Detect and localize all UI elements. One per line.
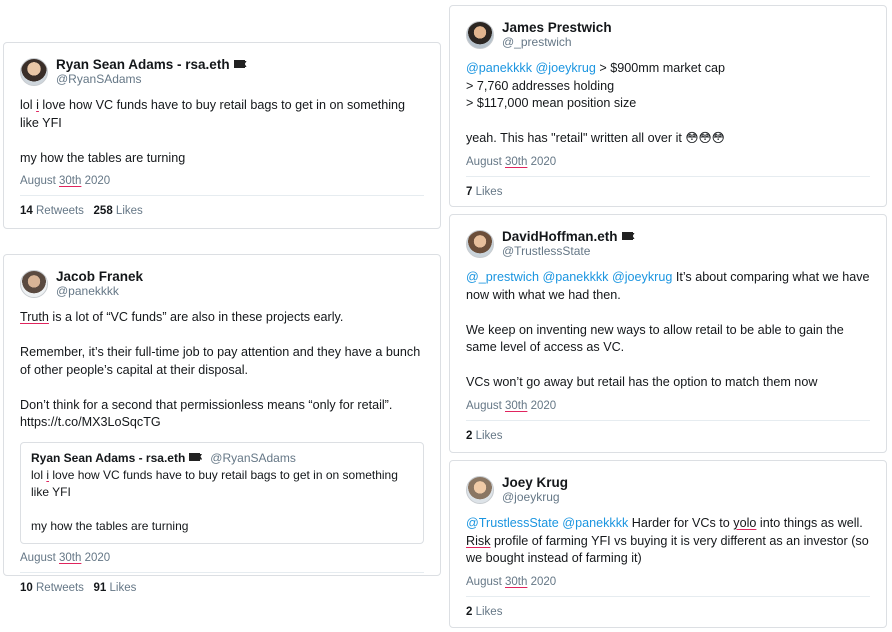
- tweet-text-part: Harder for VCs to: [628, 516, 734, 530]
- retweet-number: 10: [20, 581, 33, 594]
- date-month: August: [20, 551, 59, 564]
- like-label: Likes: [115, 205, 143, 217]
- tweet-date[interactable]: [20, 175, 424, 187]
- tweet-text-part: love how VC funds have to buy retail bags to get in on something like YFI my how the tables are turning: [20, 98, 406, 165]
- date-day: 30th: [505, 399, 528, 412]
- quoted-text-underlined: i: [46, 467, 50, 482]
- date-month: August: [466, 155, 505, 168]
- avatar[interactable]: [466, 21, 494, 49]
- tweet-text-underlined: yolo: [733, 516, 757, 530]
- tweet-text-underlined: i: [36, 98, 39, 112]
- author-block: [502, 20, 612, 50]
- mention-links[interactable]: @TrustlessState @panekkkk: [466, 516, 629, 530]
- like-number: 258: [93, 205, 113, 217]
- tweet-header: [466, 229, 870, 259]
- tweet-card: [3, 254, 441, 594]
- date-year: 2020: [527, 155, 557, 168]
- author-handle[interactable]: @panekkkk: [56, 284, 119, 298]
- like-label: Likes: [109, 581, 137, 594]
- tweet-text-part: into things as well.: [756, 516, 863, 530]
- retweet-label: Retweets: [36, 581, 84, 594]
- author-handle[interactable]: @joeykrug: [502, 490, 560, 504]
- tweet-stats: [20, 572, 424, 604]
- quoted-author-handle: @RyanSAdams: [210, 450, 296, 465]
- retweet-label: Retweets: [36, 205, 84, 217]
- author-block: [56, 57, 245, 87]
- quoted-text-part: lol: [31, 467, 47, 482]
- tweet-stats: [466, 176, 870, 208]
- author-handle[interactable]: @TrustlessState: [502, 244, 591, 258]
- date-year: 2020: [81, 175, 111, 187]
- author-name[interactable]: DavidHoffman.eth: [502, 229, 618, 244]
- tweet-date[interactable]: [20, 552, 424, 564]
- tweet-text-underlined: Risk: [466, 533, 491, 548]
- like-count[interactable]: [466, 606, 502, 618]
- like-count[interactable]: [94, 582, 137, 594]
- date-year: 2020: [527, 575, 557, 588]
- mention-links[interactable]: @_prestwich @panekkkk @joeykrug: [466, 270, 673, 284]
- tweet-text-part: is a lot of “VC funds” are also in these projects early. Remember, it’s their full-time job to pay attention and they have a bunch of other people’s capital at their disposal. Don’t think for a second that permissionless means “only for retail”. https://t.co/MX3LoSqcTG: [20, 310, 421, 429]
- tweet-card: [449, 214, 887, 453]
- avatar[interactable]: [20, 270, 48, 298]
- like-count[interactable]: [94, 205, 143, 217]
- like-count[interactable]: [466, 186, 502, 198]
- author-name[interactable]: Ryan Sean Adams - rsa.eth: [56, 57, 230, 72]
- tweet-text-underlined: Truth: [20, 310, 49, 324]
- date-month: August: [20, 175, 59, 187]
- like-label: Likes: [475, 429, 503, 442]
- date-year: 2020: [81, 551, 111, 564]
- author-name[interactable]: James Prestwich: [502, 20, 612, 35]
- author-block: [56, 269, 143, 299]
- quoted-author-name: Ryan Sean Adams - rsa.eth: [31, 450, 186, 465]
- author-block: [502, 475, 568, 505]
- date-day: 30th: [505, 575, 528, 588]
- tweet-date[interactable]: [466, 156, 870, 168]
- avatar[interactable]: [466, 230, 494, 258]
- tweet-date[interactable]: [466, 400, 870, 412]
- author-name[interactable]: Joey Krug: [502, 475, 569, 490]
- retweet-count[interactable]: [20, 205, 84, 217]
- avatar[interactable]: [466, 476, 494, 504]
- date-month: August: [466, 399, 505, 412]
- flag-icon: [622, 232, 633, 240]
- tweet-text-part: profile of farming YFI vs buying it is very different as an investor (so we bought instead of farming it): [466, 533, 869, 565]
- tweet-date[interactable]: [466, 576, 870, 588]
- quoted-tweet-text: [31, 467, 413, 535]
- tweet-header: [20, 269, 424, 299]
- tweet-text-part: > $900mm market cap > 7,760 addresses holding > $117,000 mean position size yeah. This has "retail" written all over it 😳😳😳: [466, 61, 726, 145]
- tweet-header: [20, 57, 424, 87]
- quoted-text-part: love how VC funds have to buy retail bags to get in on something like YFI my how the tables are turning: [31, 467, 398, 533]
- tweet-stats: [466, 596, 870, 628]
- mention-links[interactable]: @panekkkk @joeykrug: [466, 61, 596, 75]
- tweet-header: [466, 20, 870, 50]
- retweet-number: 14: [20, 205, 33, 217]
- author-handle[interactable]: @RyanSAdams: [56, 72, 142, 86]
- tweet-card: [449, 460, 887, 628]
- like-number: 91: [93, 581, 107, 594]
- tweet-text: [466, 515, 870, 568]
- retweet-count[interactable]: [20, 582, 84, 594]
- like-number: 2: [466, 605, 473, 618]
- like-number: 2: [466, 429, 473, 442]
- like-number: 7: [466, 185, 473, 198]
- tweet-card: [449, 5, 887, 207]
- date-day: 30th: [505, 155, 528, 168]
- date-day: 30th: [59, 175, 82, 187]
- tweet-text: [20, 309, 424, 432]
- tweet-header: [466, 475, 870, 505]
- flag-icon: [189, 453, 200, 461]
- flag-icon: [234, 60, 245, 68]
- quoted-tweet-header: [31, 451, 413, 465]
- quoted-tweet[interactable]: [20, 442, 424, 544]
- date-year: 2020: [527, 399, 557, 412]
- author-block: [502, 229, 633, 259]
- tweet-text: [466, 60, 870, 148]
- avatar[interactable]: [20, 58, 48, 86]
- tweet-text: [20, 97, 424, 167]
- author-name[interactable]: Jacob Franek: [56, 269, 144, 284]
- author-handle[interactable]: @_prestwich: [502, 35, 572, 49]
- tweet-card: [3, 42, 441, 229]
- date-day: 30th: [59, 551, 82, 564]
- like-count[interactable]: [466, 430, 502, 442]
- tweet-text-part: It’s about comparing what we have now with what we had then. We keep on inventing new ways to allow retail to be able to gain the same level of access as VC. VCs won’t go away but retail has the option to match them now: [466, 270, 870, 389]
- tweet-stats: [20, 195, 424, 227]
- like-label: Likes: [475, 185, 503, 198]
- like-label: Likes: [475, 605, 503, 618]
- tweet-text: [466, 269, 870, 392]
- date-month: August: [466, 575, 505, 588]
- tweet-stats: [466, 420, 870, 452]
- tweet-text-part: lol: [20, 98, 37, 112]
